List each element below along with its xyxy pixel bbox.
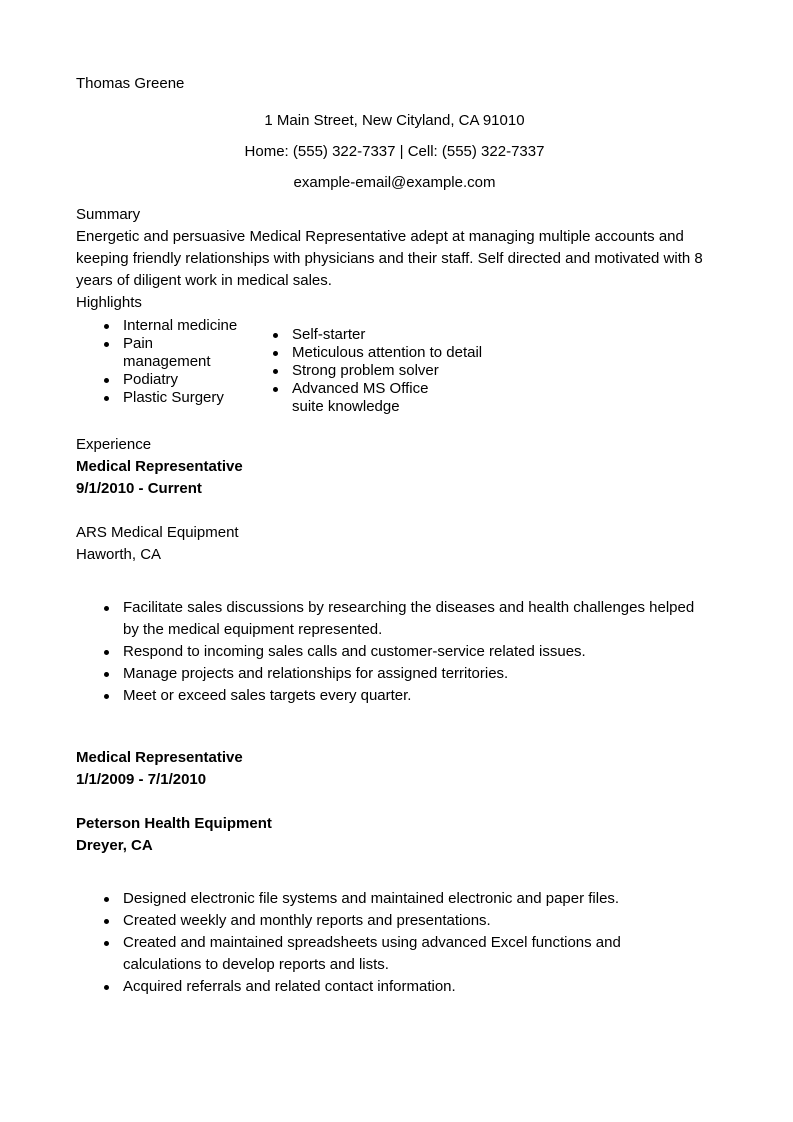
list-item: Respond to incoming sales calls and customer-service related issues. — [76, 641, 696, 663]
list-item: Facilitate sales discussions by researching the diseases and health challenges helped by the medical equipment represented. — [76, 597, 696, 641]
job-location: Dreyer, CA — [76, 837, 153, 854]
list-item: Created and maintained spreadsheets using advanced Excel functions and calculations to develop reports and lists. — [76, 932, 696, 976]
summary-text: Energetic and persuasive Medical Representative adept at managing multiple accounts and keeping friendly relationships with physicians and their staff. Self directed and motivated with 8 years of diligent work in medical sales. — [76, 228, 703, 289]
list-item: Manage projects and relationships for assigned territories. — [76, 663, 696, 685]
list-item: Designed electronic file systems and maintained electronic and paper files. — [76, 888, 696, 910]
bullet-icon — [104, 941, 109, 946]
bullet-icon — [104, 694, 109, 699]
bullet-icon — [104, 342, 109, 347]
list-item: Pain management — [76, 335, 243, 371]
list-item: Advanced MS Office suite knowledge — [245, 380, 462, 416]
bullet-icon — [104, 919, 109, 924]
list-item: Meet or exceed sales targets every quarter. — [76, 685, 696, 707]
job-company: ARS Medical Equipment — [76, 524, 239, 541]
list-item: Self-starter — [245, 326, 485, 344]
job-entry — [76, 747, 716, 998]
highlights-column-1 — [76, 317, 245, 416]
address: 1 Main Street, New Cityland, CA 91010 — [264, 112, 525, 129]
contact-block — [76, 110, 713, 203]
highlights-block — [76, 315, 716, 416]
bullet-icon — [104, 985, 109, 990]
list-item: Podiatry — [76, 371, 243, 389]
list-item: Acquired referrals and related contact information. — [76, 976, 696, 998]
job-duties — [76, 597, 696, 707]
bullet-icon — [273, 387, 278, 392]
bullet-icon — [104, 897, 109, 902]
bullet-icon — [104, 396, 109, 401]
phone-numbers: Home: (555) 322-7337 | Cell: (555) 322-7337 — [244, 143, 545, 160]
job-dates: 9/1/2010 - Current — [76, 480, 202, 497]
candidate-name: Thomas Greene — [76, 75, 185, 92]
list-item: Internal medicine — [76, 317, 243, 335]
experience-heading: Experience — [76, 436, 152, 453]
job-position: Medical Representative — [76, 458, 243, 475]
email: example-email@example.com — [293, 174, 496, 191]
job-company: Peterson Health Equipment — [76, 815, 272, 832]
bullet-icon — [104, 606, 109, 611]
job-duties — [76, 888, 696, 998]
bullet-icon — [273, 351, 278, 356]
list-item: Created weekly and monthly reports and presentations. — [76, 910, 696, 932]
highlights-column-2 — [245, 326, 485, 416]
list-item: Strong problem solver — [245, 362, 485, 380]
summary-heading: Summary — [76, 206, 141, 223]
bullet-icon — [104, 324, 109, 329]
bullet-icon — [104, 378, 109, 383]
list-item: Meticulous attention to detail — [245, 344, 485, 362]
bullet-icon — [104, 650, 109, 655]
job-entry — [76, 456, 716, 707]
list-item: Plastic Surgery — [76, 389, 243, 407]
bullet-icon — [104, 672, 109, 677]
job-position: Medical Representative — [76, 749, 243, 766]
job-location: Haworth, CA — [76, 546, 162, 563]
job-dates: 1/1/2009 - 7/1/2010 — [76, 771, 207, 788]
bullet-icon — [273, 369, 278, 374]
highlights-heading: Highlights — [76, 294, 142, 311]
resume-page — [76, 73, 716, 998]
bullet-icon — [273, 333, 278, 338]
